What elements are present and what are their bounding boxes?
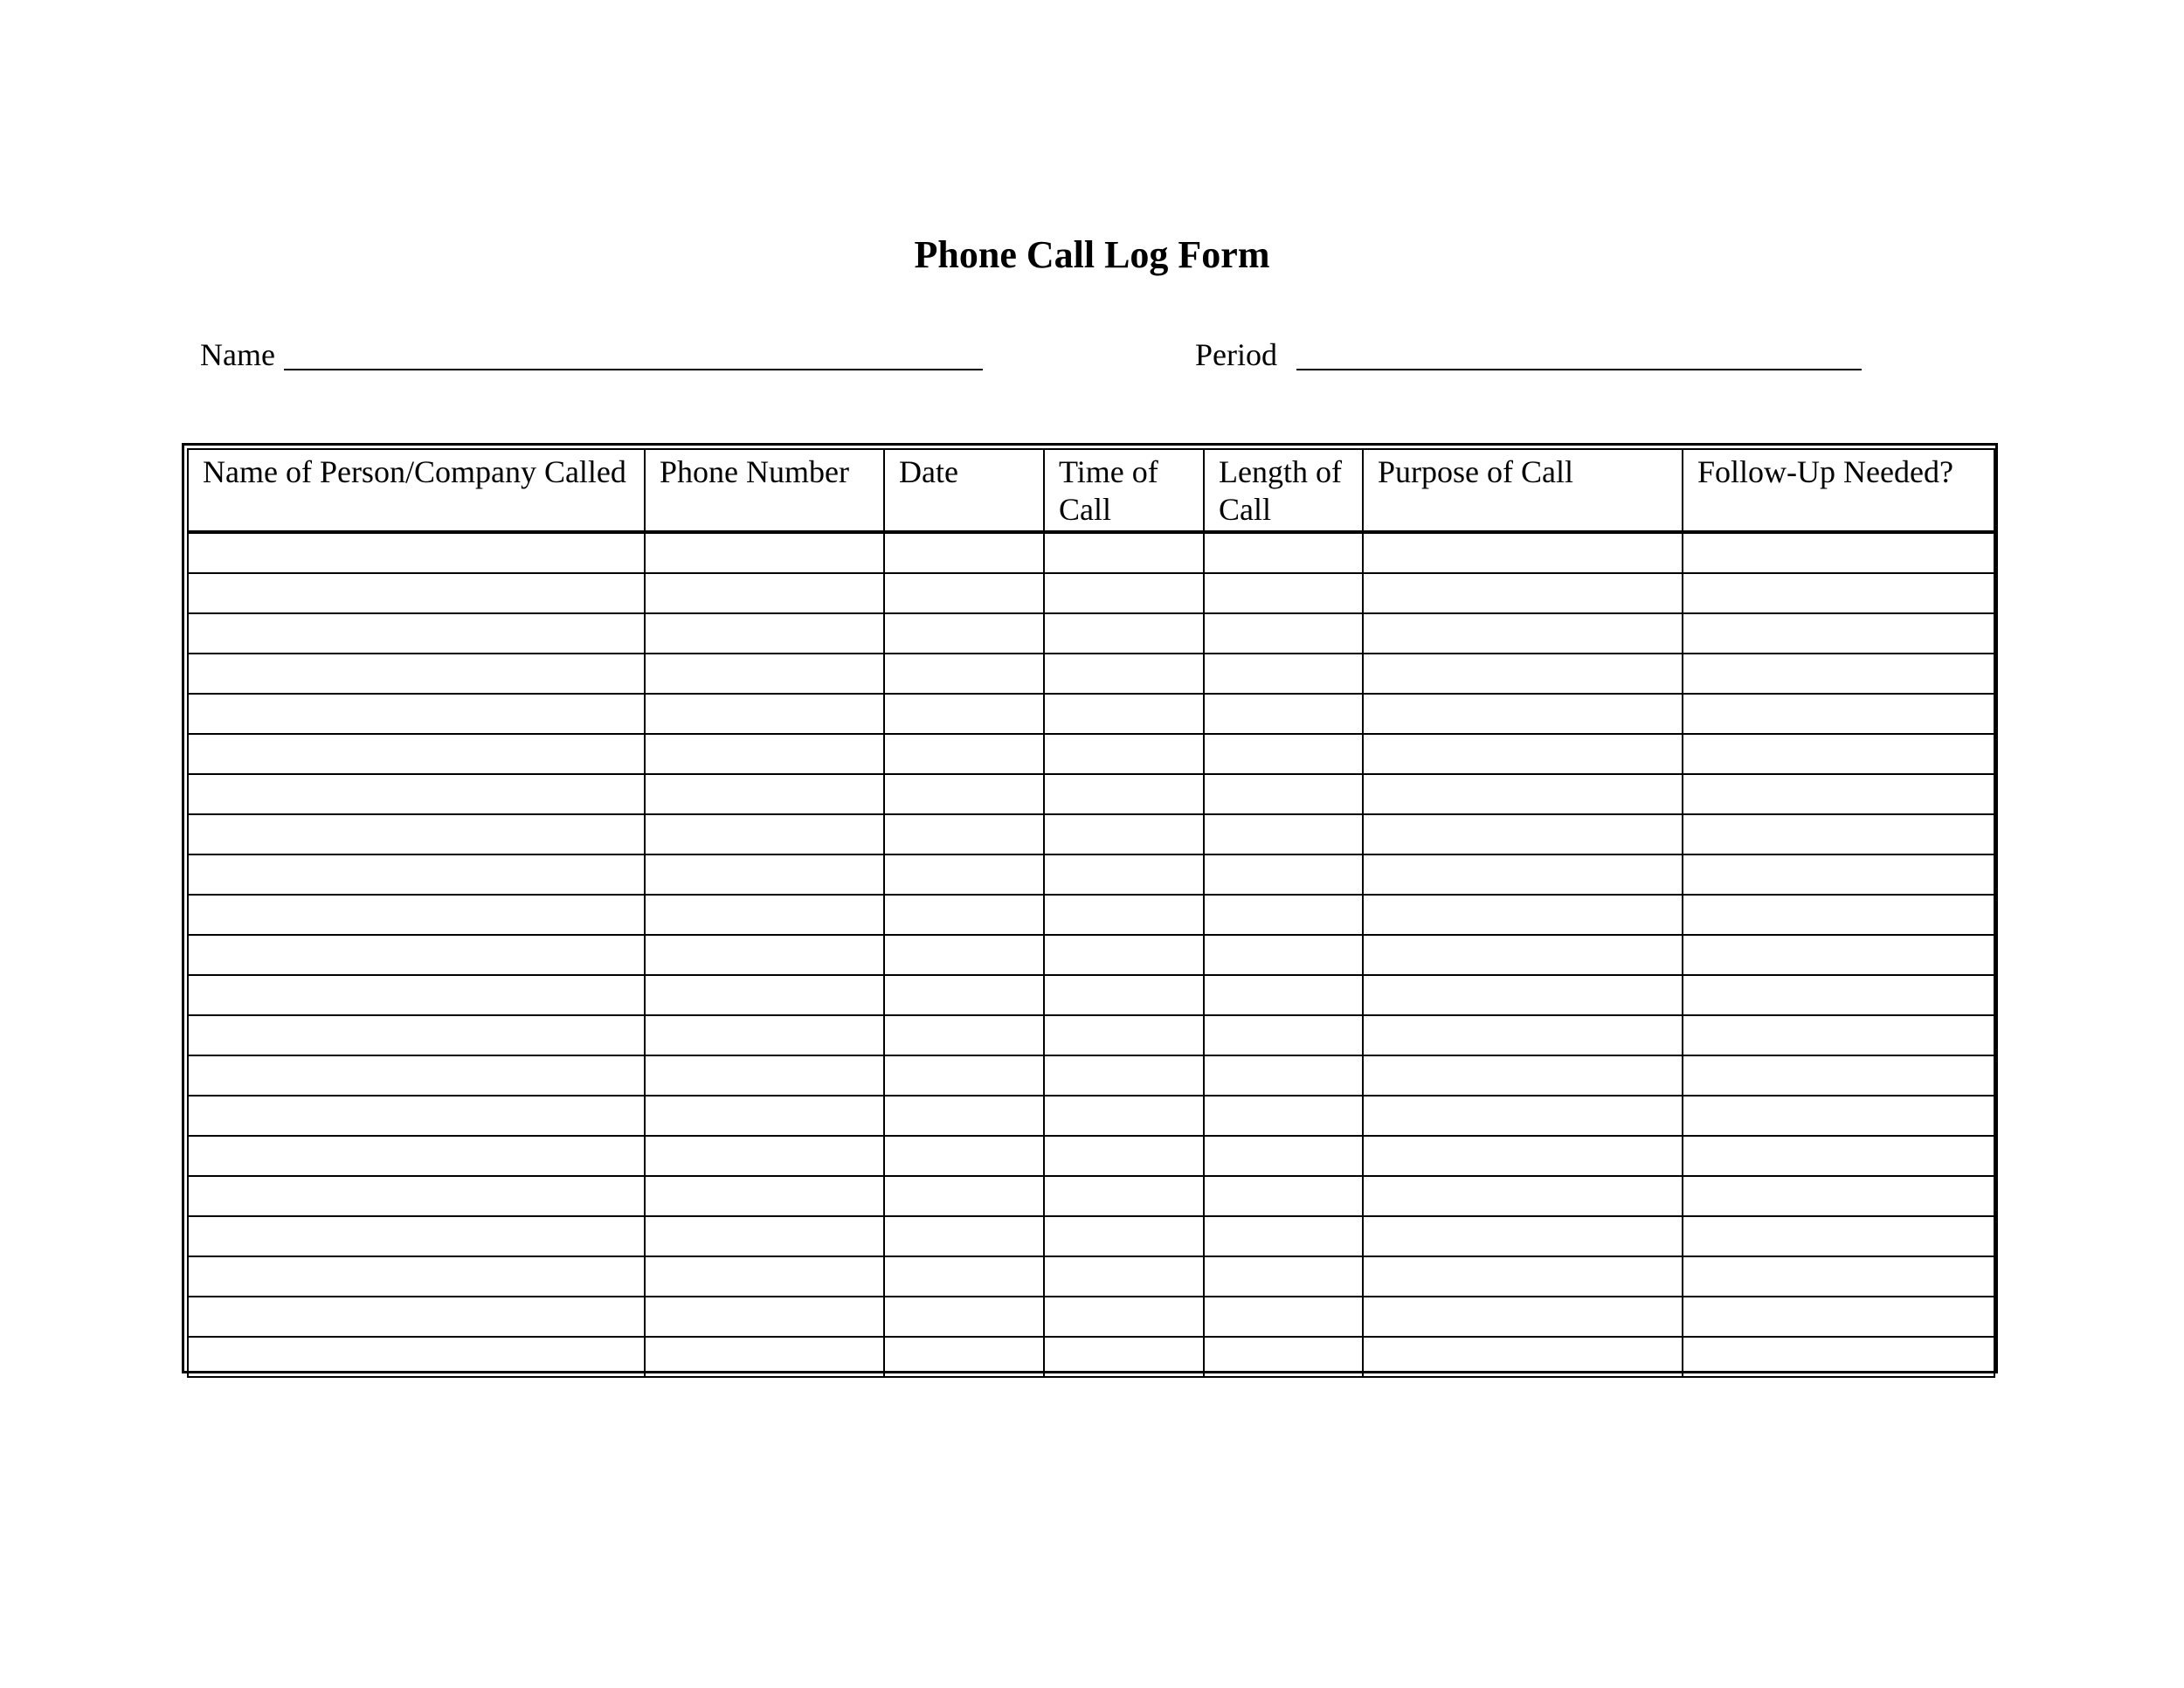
table-row [188,734,1994,774]
table-cell[interactable] [1044,734,1204,774]
table-cell[interactable] [645,532,884,573]
table-cell[interactable] [188,654,645,694]
table-cell[interactable] [1683,1297,1994,1337]
call-log-table-frame [182,443,1998,1373]
table-row [188,1256,1994,1297]
call-log-rows [188,532,1994,1377]
table-cell[interactable] [884,814,1044,854]
table-cell[interactable] [884,613,1044,654]
table-cell[interactable] [1204,1055,1363,1096]
table-cell[interactable] [1044,975,1204,1015]
table-cell[interactable] [1044,1055,1204,1096]
table-cell[interactable] [188,814,645,854]
table-cell[interactable] [884,1216,1044,1256]
table-cell[interactable] [884,1055,1044,1096]
table-row [188,854,1994,895]
table-cell[interactable] [645,1096,884,1136]
table-cell[interactable] [1204,935,1363,975]
table-cell[interactable] [1204,975,1363,1015]
table-cell[interactable] [188,1337,645,1377]
table-cell[interactable] [1683,814,1994,854]
table-cell[interactable] [1044,1337,1204,1377]
table-cell[interactable] [188,1297,645,1337]
table-cell[interactable] [1204,1256,1363,1297]
table-row [188,1136,1994,1176]
period-label: Period [1195,337,1277,372]
table-cell[interactable] [1044,694,1204,734]
table-cell[interactable] [1044,935,1204,975]
table-cell[interactable] [884,895,1044,935]
table-cell[interactable] [188,694,645,734]
table-cell[interactable] [645,654,884,694]
table-cell[interactable] [188,975,645,1015]
table-row [188,1297,1994,1337]
table-cell[interactable] [1683,734,1994,774]
table-row [188,1096,1994,1136]
table-row [188,694,1994,734]
table-cell[interactable] [1683,1055,1994,1096]
table-cell[interactable] [1204,1176,1363,1216]
table-cell[interactable] [1204,814,1363,854]
table-header-row [188,449,1994,532]
table-cell[interactable] [188,532,645,573]
table-cell[interactable] [884,694,1044,734]
table-cell[interactable] [1204,1096,1363,1136]
table-cell[interactable] [1204,734,1363,774]
table-cell[interactable] [645,1136,884,1176]
table-cell[interactable] [188,774,645,814]
table-row [188,1216,1994,1256]
table-cell[interactable] [645,694,884,734]
table-cell[interactable] [1683,895,1994,935]
table-cell[interactable] [1044,1216,1204,1256]
table-cell[interactable] [645,573,884,613]
table-cell[interactable] [1363,1216,1683,1256]
table-cell[interactable] [1204,1337,1363,1377]
table-cell[interactable] [1363,1015,1683,1055]
table-cell[interactable] [1204,895,1363,935]
table-cell[interactable] [188,1256,645,1297]
table-cell[interactable] [1363,1256,1683,1297]
table-cell[interactable] [645,1176,884,1216]
table-cell[interactable] [188,1176,645,1216]
column-header-time-of-call: Time of Call [1044,449,1204,532]
table-cell[interactable] [645,774,884,814]
table-cell[interactable] [1204,774,1363,814]
column-header-phone-number: Phone Number [645,449,884,532]
column-header-purpose-of-call: Purpose of Call [1363,449,1683,532]
table-cell[interactable] [1044,774,1204,814]
table-cell[interactable] [188,734,645,774]
table-cell[interactable] [645,613,884,654]
table-row [188,532,1994,573]
table-cell[interactable] [1363,613,1683,654]
table-cell[interactable] [188,573,645,613]
table-cell[interactable] [1683,532,1994,573]
table-cell[interactable] [884,1256,1044,1297]
table-cell[interactable] [1044,1096,1204,1136]
table-cell[interactable] [1683,774,1994,814]
table-cell[interactable] [884,532,1044,573]
table-row [188,1176,1994,1216]
table-cell[interactable] [1683,935,1994,975]
table-cell[interactable] [188,1096,645,1136]
table-cell[interactable] [1683,1176,1994,1216]
table-cell[interactable] [884,975,1044,1015]
table-cell[interactable] [188,1136,645,1176]
table-cell[interactable] [884,734,1044,774]
table-cell[interactable] [884,1337,1044,1377]
table-cell[interactable] [1683,1096,1994,1136]
table-cell[interactable] [1044,814,1204,854]
table-row [188,975,1994,1015]
table-cell[interactable] [1363,573,1683,613]
table-cell[interactable] [1044,532,1204,573]
table-cell[interactable] [1204,1015,1363,1055]
column-header-length-of-call: Length of Call [1204,449,1363,532]
table-cell[interactable] [1363,774,1683,814]
table-cell[interactable] [645,854,884,895]
table-row [188,1015,1994,1055]
table-cell[interactable] [188,895,645,935]
table-cell[interactable] [1044,613,1204,654]
table-cell[interactable] [1363,975,1683,1015]
table-cell[interactable] [884,654,1044,694]
table-cell[interactable] [1363,1297,1683,1337]
table-cell[interactable] [1683,1337,1994,1377]
table-cell[interactable] [1044,1136,1204,1176]
table-cell[interactable] [1204,1297,1363,1337]
table-cell[interactable] [645,935,884,975]
table-cell[interactable] [1204,532,1363,573]
table-cell[interactable] [188,935,645,975]
table-cell[interactable] [1204,613,1363,654]
table-row [188,774,1994,814]
table-cell[interactable] [1363,854,1683,895]
table-cell[interactable] [1044,895,1204,935]
table-cell[interactable] [1363,532,1683,573]
table-cell[interactable] [1204,573,1363,613]
table-cell[interactable] [884,1136,1044,1176]
table-cell[interactable] [645,1216,884,1256]
table-cell[interactable] [645,1015,884,1055]
table-cell[interactable] [1204,854,1363,895]
call-log-table [187,448,1995,1378]
table-cell[interactable] [1044,1176,1204,1216]
table-cell[interactable] [884,1096,1044,1136]
table-cell[interactable] [188,1055,645,1096]
table-cell[interactable] [1044,654,1204,694]
column-header-date: Date [884,449,1044,532]
name-blank-line[interactable] [284,334,983,370]
table-cell[interactable] [645,1297,884,1337]
table-row [188,573,1994,613]
table-cell[interactable] [1044,573,1204,613]
table-cell[interactable] [1044,854,1204,895]
table-cell[interactable] [1363,654,1683,694]
name-field [200,334,983,374]
table-cell[interactable] [1363,1337,1683,1377]
table-cell[interactable] [1363,1055,1683,1096]
table-row [188,654,1994,694]
name-label: Name [200,337,275,372]
table-cell[interactable] [1683,694,1994,734]
column-header-name-called: Name of Person/Company Called [188,449,645,532]
table-row [188,1055,1994,1096]
table-cell[interactable] [1204,1136,1363,1176]
table-cell[interactable] [884,1015,1044,1055]
table-cell[interactable] [1683,613,1994,654]
table-cell[interactable] [884,1176,1044,1216]
table-cell[interactable] [645,734,884,774]
table-row [188,613,1994,654]
column-header-follow-up-needed: Follow-Up Needed? [1683,449,1994,532]
table-cell[interactable] [1683,1256,1994,1297]
table-cell[interactable] [1363,734,1683,774]
table-cell[interactable] [1683,975,1994,1015]
table-cell[interactable] [884,854,1044,895]
table-cell[interactable] [645,1256,884,1297]
table-cell[interactable] [1363,1096,1683,1136]
table-cell[interactable] [1683,573,1994,613]
table-cell[interactable] [188,1015,645,1055]
table-row [188,814,1994,854]
table-cell[interactable] [645,1337,884,1377]
table-cell[interactable] [1683,854,1994,895]
table-cell[interactable] [645,814,884,854]
period-field [1195,334,1862,374]
table-cell[interactable] [1363,1136,1683,1176]
table-cell[interactable] [1044,1297,1204,1337]
table-cell[interactable] [884,1297,1044,1337]
table-cell[interactable] [1363,814,1683,854]
table-cell[interactable] [1683,1136,1994,1176]
table-cell[interactable] [1363,694,1683,734]
period-blank-line[interactable] [1296,334,1862,370]
form-title: Phone Call Log Form [914,233,1270,276]
table-cell[interactable] [1683,1216,1994,1256]
table-cell[interactable] [1683,654,1994,694]
table-cell[interactable] [1363,895,1683,935]
table-cell[interactable] [884,935,1044,975]
table-cell[interactable] [1204,654,1363,694]
table-cell[interactable] [645,895,884,935]
table-row [188,1337,1994,1377]
table-cell[interactable] [1044,1015,1204,1055]
table-cell[interactable] [1204,694,1363,734]
table-cell[interactable] [645,975,884,1015]
table-cell[interactable] [1683,1015,1994,1055]
table-cell[interactable] [188,854,645,895]
table-cell[interactable] [188,1216,645,1256]
table-row [188,935,1994,975]
table-cell[interactable] [884,774,1044,814]
table-cell[interactable] [645,1055,884,1096]
table-cell[interactable] [1363,935,1683,975]
table-cell[interactable] [188,613,645,654]
table-cell[interactable] [884,573,1044,613]
table-row [188,895,1994,935]
table-cell[interactable] [1044,1256,1204,1297]
table-cell[interactable] [1363,1176,1683,1216]
table-cell[interactable] [1204,1216,1363,1256]
